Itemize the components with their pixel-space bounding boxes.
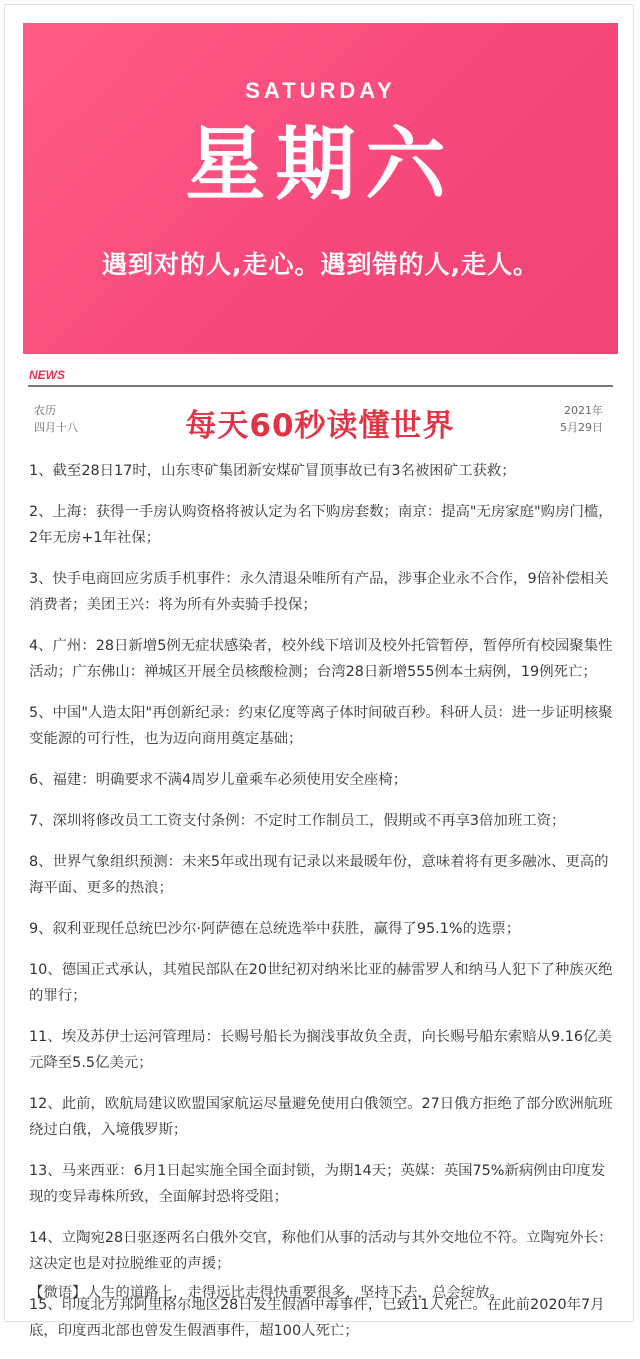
news-item: 15、印度北方邦阿里格尔地区28日发生假酒中毒事件，已致11人死亡。在此前2020年7月底，印度西北部也曾发生假酒事件，超100人死亡； [29, 1297, 605, 1339]
daily-quote: 【微语】人生的道路上，走得远比走得快重要很多，坚持下去，总会绽放。 [29, 1285, 504, 1301]
year-label: 2021年 [564, 404, 603, 417]
news-item: 2、上海：获得一手房认购资格将被认定为名下购房套数；南京：提高"无房家庭"购房门槛，2年无房+1年社保； [29, 504, 613, 546]
news-item: 1、截至28日17时，山东枣矿集团新安煤矿冒顶事故已有3名被困矿工获救； [29, 463, 516, 479]
lunar-label: 农历 [34, 404, 56, 417]
day-chinese: 星期六 [185, 118, 456, 211]
news-list [29, 458, 615, 1359]
news-item: 6、福建：明确要求不满4周岁儿童乘车必须使用安全座椅； [29, 772, 408, 788]
header-divider [28, 385, 613, 387]
news-item: 12、此前，欧航局建议欧盟国家航运尽量避免使用白俄领空。27日俄方拒绝了部分欧洲航班绕过白俄，入境俄罗斯； [29, 1096, 613, 1138]
banner-slogan: 遇到对的人,走心。遇到错的人,走人。 [102, 250, 539, 279]
date-label: 5月29日 [560, 421, 603, 434]
news-item: 3、快手电商回应劣质手机事件：永久清退朵唯所有产品，涉事企业永不合作，9倍补偿相关消费者；美团王兴：将为所有外卖骑手投保； [29, 571, 609, 613]
hero-banner [23, 23, 618, 354]
page-title: 每天60秒读懂世界 [185, 408, 455, 444]
news-item: 4、广州：28日新增5例无症状感染者，校外线下培训及校外托管暂停，暂停所有校园聚集性活动；广东佛山：禅城区开展全员核酸检测；台湾28日新增555例本土病例，19例死亡； [29, 638, 613, 680]
lunar-date: 四月十八 [34, 421, 78, 434]
news-item: 11、埃及苏伊士运河管理局：长赐号船长为搁浅事故负全责，向长赐号船东索赔从9.16亿美元降至5.5亿美元； [29, 1029, 612, 1071]
news-item: 13、马来西亚：6月1日起实施全国全面封锁，为期14天；英媒：英国75%新病例由印度发现的变异毒株所致，全面解封恐将受阻； [29, 1163, 606, 1205]
news-item: 14、立陶宛28日驱逐两名白俄外交官，称他们从事的活动与其外交地位不符。立陶宛外长：这决定也是对拉脱维亚的声援； [29, 1230, 613, 1272]
news-item: 10、德国正式承认，其殖民部队在20世纪初对纳米比亚的赫雷罗人和纳马人犯下了种族灭绝的罪行； [29, 962, 613, 1004]
news-item: 5、中国"人造太阳"再创新纪录：约束亿度等离子体时间破百秒。科研人员：进一步证明核聚变能源的可行性，也为迈向商用奠定基础； [29, 705, 613, 747]
news-item: 8、世界气象组织预测：未来5年或出现有记录以来最暖年份，意味着将有更多融冰、更高的海平面、更多的热浪； [29, 854, 609, 896]
news-tag: NEWS [29, 368, 65, 382]
day-english: SATURDAY [245, 78, 396, 103]
news-item: 7、深圳将修改员工工资支付条例：不定时工作制员工，假期或不再享3倍加班工资； [29, 813, 566, 829]
gregorian-date-block [560, 402, 603, 436]
news-item: 9、叙利亚现任总统巴沙尔·阿萨德在总统选举中获胜，赢得了95.1%的选票； [29, 921, 521, 937]
